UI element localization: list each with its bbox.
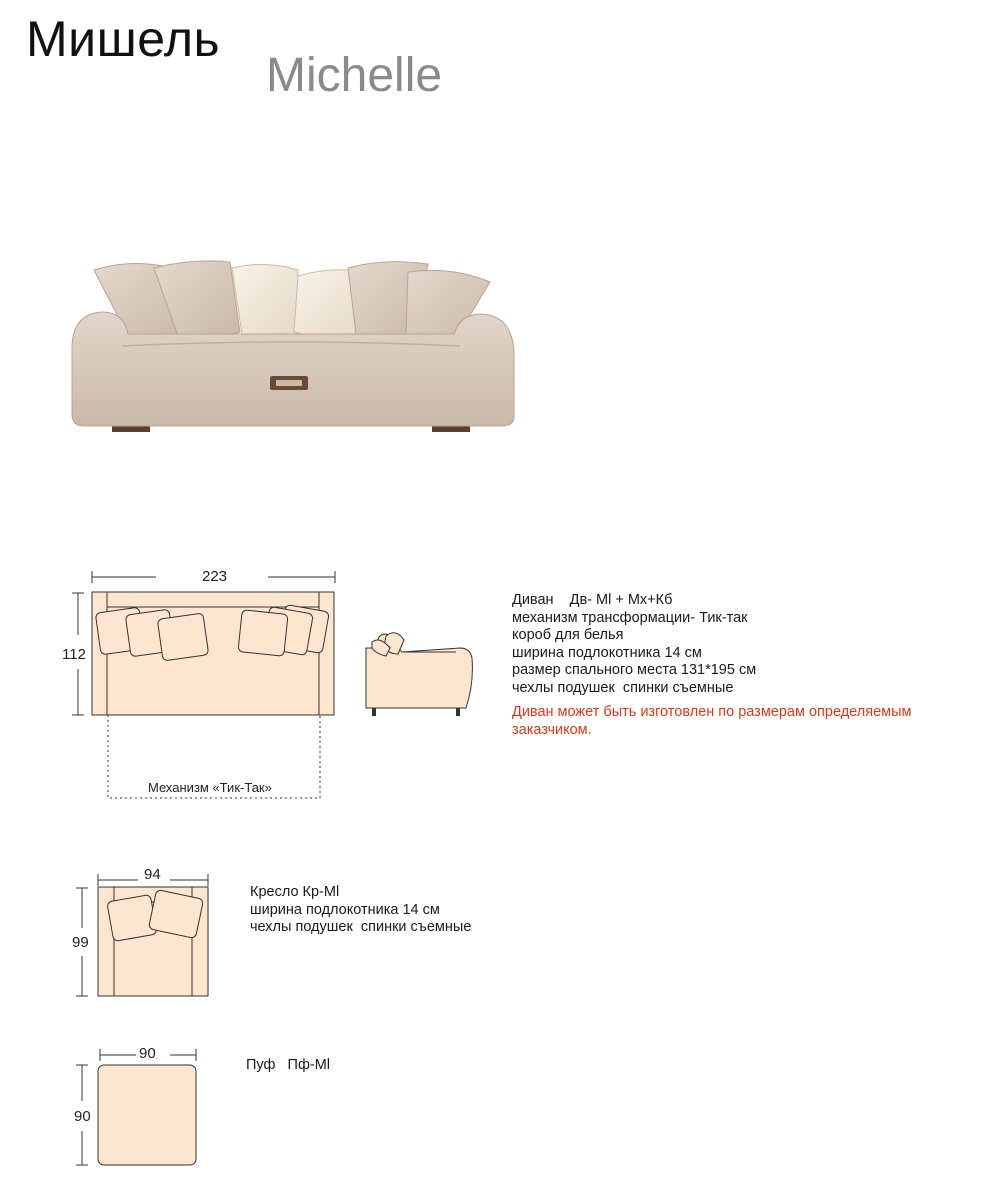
- sofa-spec-model: Диван Дв- Ml + Мх+Кб: [512, 592, 673, 608]
- sofa-side-drawing: [362, 626, 478, 720]
- custom-size-note: Диван может быть изготовлен по размерам определяемым заказчиком.: [512, 704, 912, 738]
- pouf-plan-body: [98, 1065, 196, 1165]
- sofa-spec-armrest: ширина подлокотника 14 см: [512, 644, 702, 661]
- armchair-spec-list: [250, 884, 471, 937]
- armchair-spec-covers: чехлы подушек спинки съемные: [250, 919, 472, 935]
- product-title-en: Michelle: [266, 49, 443, 102]
- sofa-spec-storage: короб для белья: [512, 627, 624, 643]
- sofa-width-label: 223: [202, 568, 228, 585]
- back-pillow-3: [232, 264, 298, 337]
- armchair-spec-model: Кресло Кр-Ml: [250, 884, 340, 900]
- sofa-photo: [62, 250, 522, 440]
- pouf-spec-model: Пуф Пф-Ml: [246, 1057, 331, 1073]
- sofa-mechanism-label: Механизм «Тик-Так»: [148, 780, 272, 795]
- sofa-spec-sleeping-area: размер спального места 131*195 см: [512, 662, 757, 678]
- armchair-spec-armrest: ширина подлокотника 14 см: [250, 901, 440, 918]
- pouf-plan-drawing: [74, 1045, 204, 1170]
- sofa-spec-covers: чехлы подушек спинки съемные: [512, 679, 734, 696]
- sofa-spec-list: [512, 592, 756, 697]
- pouf-spec-list: [246, 1057, 330, 1075]
- sofa-plan-drawing: [70, 565, 350, 805]
- sofa-depth-label: 112: [62, 646, 86, 663]
- pouf-width-label: 90: [139, 1045, 156, 1062]
- armchair-width-label: 94: [144, 866, 161, 883]
- sofa-spec-mechanism: механизм трансформации- Тик-так: [512, 609, 748, 626]
- armchair-plan-drawing: [74, 870, 214, 1000]
- armchair-depth-label: 99: [72, 934, 89, 951]
- pouf-depth-label: 90: [74, 1108, 91, 1125]
- product-title-ru: Мишель: [26, 11, 221, 67]
